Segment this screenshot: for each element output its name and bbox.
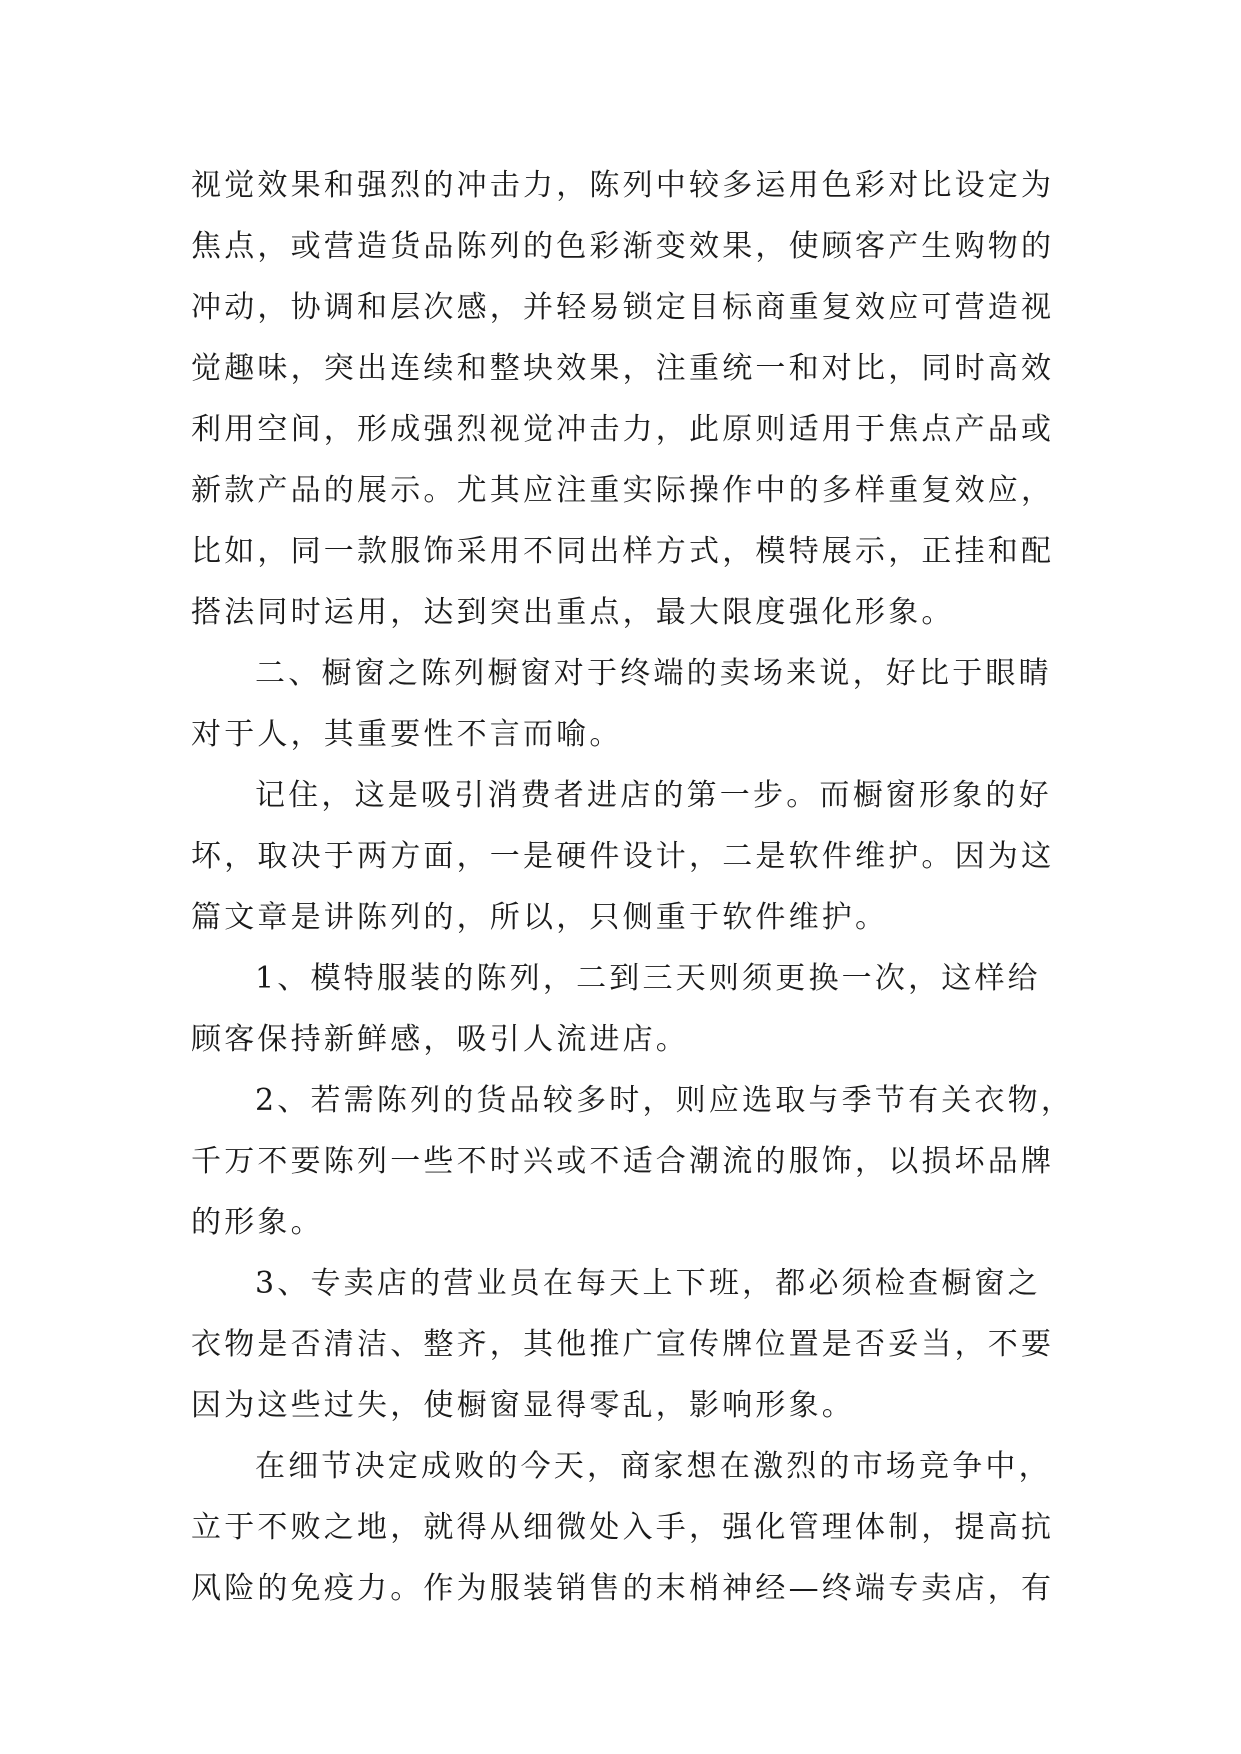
text-line: 顾客保持新鲜感，吸引人流进店。 [191,1022,689,1057]
body-text [191,155,1075,1619]
text-line: 搭法同时运用，达到突出重点，最大限度强化形象。 [191,595,955,630]
text-line: 千万不要陈列一些不时兴或不适合潮流的服饰，以损坏品牌 [191,1144,1055,1179]
text-line: 衣物是否清洁、整齐，其他推广宣传牌位置是否妥当，不要 [191,1327,1055,1362]
text-line: 焦点，或营造货品陈列的色彩渐变效果，使顾客产生购物的 [191,229,1055,264]
text-line: 坏，取决于两方面，一是硬件设计，二是软件维护。因为这 [191,839,1055,874]
text-line: 利用空间，形成强烈视觉冲击力，此原则适用于焦点产品或 [191,412,1055,447]
text-line: 记住，这是吸引消费者进店的第一步。而橱窗形象的好 [255,778,1052,813]
text-line: 2、若需陈列的货品较多时，则应选取与季节有关衣物， [255,1083,1075,1118]
text-line: 3、专卖店的营业员在每天上下班，都必须检查橱窗之 [255,1266,1041,1301]
text-line: 1、模特服装的陈列，二到三天则须更换一次，这样给 [255,961,1041,996]
text-line: 的形象。 [191,1205,324,1240]
text-line: 因为这些过失，使橱窗显得零乱，影响形象。 [191,1388,855,1423]
text-line: 篇文章是讲陈列的，所以，只侧重于软件维护。 [191,900,889,935]
text-line: 二、橱窗之陈列橱窗对于终端的卖场来说，好比于眼睛 [255,656,1052,691]
text-line: 比如，同一款服饰采用不同出样方式，模特展示，正挂和配 [191,534,1055,569]
text-line: 对于人，其重要性不言而喻。 [191,717,623,752]
text-line: 立于不败之地，就得从细微处入手，强化管理体制，提高抗 [191,1510,1055,1545]
text-line: 视觉效果和强烈的冲击力，陈列中较多运用色彩对比设定为 [191,168,1055,203]
text-line: 新款产品的展示。尤其应注重实际操作中的多样重复效应， [191,473,1055,508]
text-line: 在细节决定成败的今天，商家想在激烈的市场竞争中， [255,1449,1052,1484]
text-line: 风险的免疫力。作为服装销售的末梢神经—终端专卖店，有 [191,1571,1055,1606]
text-line: 觉趣味，突出连续和整块效果，注重统一和对比，同时高效 [191,351,1055,386]
text-line: 冲动，协调和层次感，并轻易锁定目标商重复效应可营造视 [191,290,1055,325]
